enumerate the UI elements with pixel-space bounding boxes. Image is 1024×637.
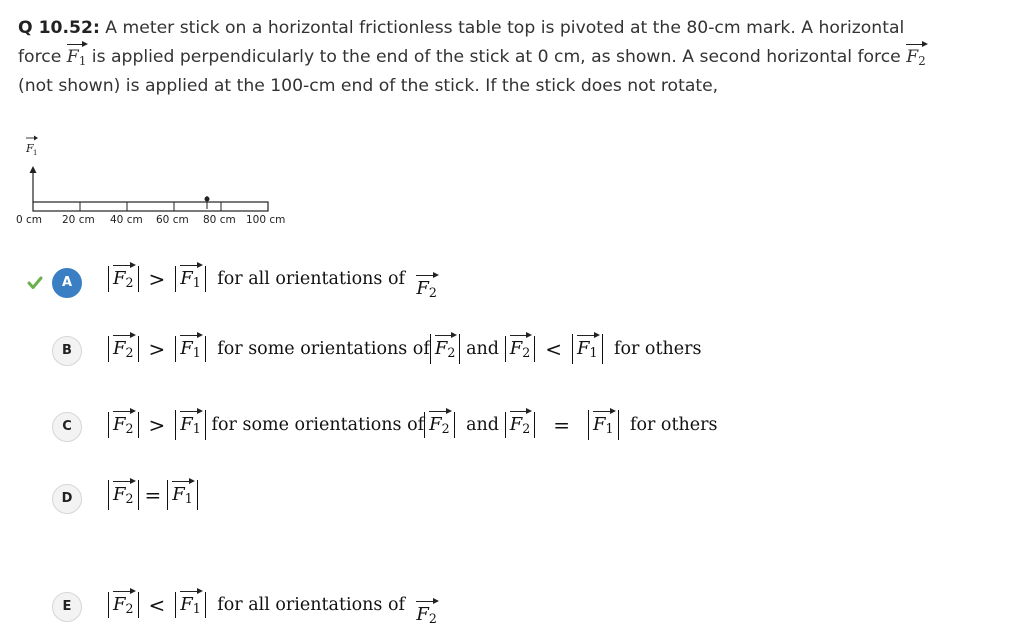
force-arrow [30,166,37,202]
choice-b-badge[interactable]: B [52,336,82,366]
choice-e-badge[interactable]: E [52,592,82,622]
force-label-sub: 1 [33,149,38,157]
choice-b[interactable] [0,334,1024,374]
meter-stick [33,202,268,211]
tick-label-40: 40 cm [110,214,143,226]
choice-a-badge[interactable]: A [52,268,82,298]
tick-label-80: 80 cm [203,214,236,226]
choice-c-math: $F_2$ > $F_1$ for some orientations of $F_2$ and $F_2$ = $F_1$ for others [108,410,717,440]
question-text [18,14,1018,101]
question-text-line-2a: force [18,47,67,67]
choice-a-math: $F_2$ > $F_1$ for all orientations of $F_2$ [108,266,437,300]
choice-d-badge[interactable]: D [52,484,82,514]
force-label-text: F [26,142,34,155]
choice-e[interactable] [0,590,1024,630]
vector-f1: $F_1$ [67,45,87,67]
meter-stick-diagram [10,130,310,230]
tick-label-0: 0 cm [16,214,43,226]
choice-e-math: $F_2$ < $F_1$ for all orientations of $F_2$ [108,592,437,626]
question-text-line-2b: is applied perpendicularly to the end of the stick at 0 cm, as shown. A second horizontal force [86,47,907,67]
question-text-line-1: A meter stick on a horizontal frictionless table top is pivoted at the 80-cm mark. A horizontal [99,18,905,38]
tick-label-100: 100 cm [246,214,286,226]
relation: > [148,267,166,291]
phrase: for all orientations of [217,269,405,289]
check-icon [24,272,46,294]
vector-f2: $F_2$ [906,45,926,67]
tick-label-20: 20 cm [62,214,95,226]
question-id: Q 10.52: [18,18,100,38]
choice-a[interactable] [0,264,1024,304]
choice-d-math: $F_2$ = $F_1$ [108,480,198,510]
force-label [25,136,38,158]
question-text-line-3: (not shown) is applied at the 100-cm end of the stick. If the stick does not rotate, [18,76,719,96]
choice-d[interactable] [0,482,1024,522]
choice-c[interactable] [0,410,1024,450]
choice-b-math: $F_2$ > $F_1$ for some orientations of $F_2$ and $F_2$ < $F_1$ for others [108,334,701,364]
tick-label-60: 60 cm [156,214,189,226]
choice-c-badge[interactable]: C [52,412,82,442]
